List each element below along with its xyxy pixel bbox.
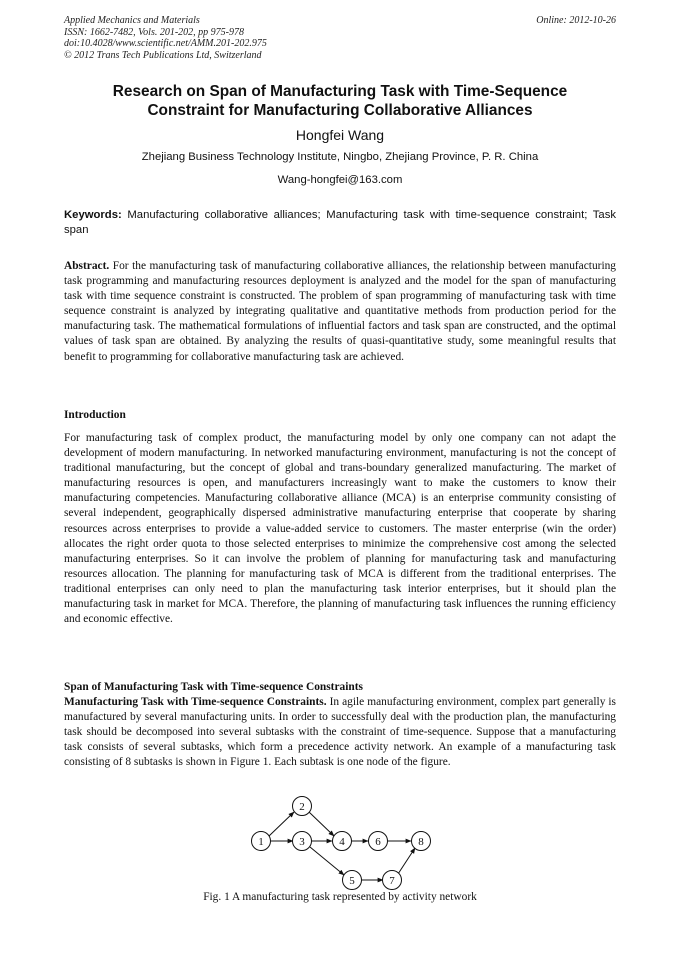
keywords-block <box>64 208 616 238</box>
span-section-text: In agile manufacturing environment, complex part generally is manufactured by several manufacturing units. In order to successfully deal with the production plan, the manufacturing task should be decomposed into several subtasks with the constraint of time-sequence. Suppose that a manufacturing task consists of several subtasks, which form a precedence activity network. An example of a manufacturing task consisting of 8 subtasks is shown in Figure 1. Each subtask is one node of the figure. <box>64 696 616 769</box>
issn-line: ISSN: 1662-7482, Vols. 201-202, pp 975-978 <box>64 26 244 38</box>
span-section-heading: Span of Manufacturing Task with Time-sequence Constraints <box>64 681 363 693</box>
title-line-1: Research on Span of Manufacturing Task with Time-Sequence <box>112 83 568 100</box>
abstract-text: For the manufacturing task of manufacturing collaborative alliances, the relationship between manufacturing task programming and manufacturing resources deployment is analyzed and the model for the span of manufacturing task with time sequence constraint is constructed. The problem of span programming of manufacturing task with time sequence constraint is analyzed by integrating qualitative and quantitative methods from production period for the manufacturing task. The mathematical formulations of influential factors and task span are constructed, and the optimal values of task span are obtained. By analyzing the results of quasi-quantitative study, some meaningful results that benefit to programming for collaborative manufacturing task are achieved. <box>64 260 616 363</box>
figure-caption: Fig. 1 A manufacturing task represented by activity network <box>203 891 477 903</box>
abstract-label: Abstract. <box>64 260 110 272</box>
doi-line: doi:10.4028/www.scientific.net/AMM.201-202.975 <box>64 38 267 49</box>
network-node-2 <box>293 797 312 816</box>
node-label-4: 4 <box>339 836 345 848</box>
node-label-3: 3 <box>299 836 305 848</box>
keywords-text: Manufacturing collaborative alliances; Manufacturing task with time-sequence constraint; Task span <box>64 209 616 236</box>
node-label-1: 1 <box>258 836 264 848</box>
network-node-7 <box>383 871 402 890</box>
author-name: Hongfei Wang <box>295 127 385 143</box>
author-email: Wang-hongfei@163.com <box>277 174 403 186</box>
paper-title <box>64 82 616 120</box>
network-node-6 <box>369 832 388 851</box>
network-node-5 <box>343 871 362 890</box>
node-label-2: 2 <box>299 801 305 813</box>
network-node-3 <box>293 832 312 851</box>
node-label-6: 6 <box>375 836 381 848</box>
abstract-block <box>64 259 616 365</box>
copyright-line: © 2012 Trans Tech Publications Ltd, Switzerland <box>64 49 262 61</box>
node-label-7: 7 <box>389 875 395 887</box>
activity-network-figure <box>240 795 440 895</box>
edge-3-5 <box>310 847 344 875</box>
network-node-1 <box>252 832 271 851</box>
online-date: Online: 2012-10-26 <box>536 15 616 26</box>
edge-2-4 <box>309 812 334 836</box>
journal-name: Applied Mechanics and Materials <box>64 15 200 26</box>
edge-1-2 <box>269 812 294 836</box>
node-label-5: 5 <box>349 875 355 887</box>
affiliation: Zhejiang Business Technology Institute, Ningbo, Zhejiang Province, P. R. China <box>141 151 539 163</box>
span-subheading: Manufacturing Task with Time-sequence Constraints. <box>64 696 327 708</box>
introduction-text: For manufacturing task of complex product, the manufacturing model by only one company can not adapt the development of modern manufacturing. In networked manufacturing environment, manufacturing is not the concept of traditional manufacturing, but the concept of global and trans-boundary generalized manufacturing. The market of manufacturing resources is open, and manufacturers increasingly want to make the customers to know their manufacturing competencies. Manufacturing collaborative alliance (MCA) is an enterprise community consisting of several independent, geographically dispersed administrative manufacturing enterprise that cooperate by sharing resources across enterprises to provide a value-added service to customers. The master enterprise (win the order) allocates the right order quota to those selected enterprises to minimize the comprehensive cost among the selected manufacturing enterprises. So it can involve the problem of planning for manufacturing task and manufacturing resources allocation. The planning for manufacturing task of MCA is different from the traditional enterprises. The traditional enterprises can only need to plan the manufacturing task interior enterprises, but it should plan the manufacturing task in market for MCA. Therefore, the planning of manufacturing task influences the running efficiency and economic effective. <box>64 432 616 626</box>
title-line-2: Constraint for Manufacturing Collaborative Alliances <box>147 102 533 119</box>
network-node-8 <box>412 832 431 851</box>
network-node-4 <box>333 832 352 851</box>
introduction-heading: Introduction <box>64 409 126 421</box>
edge-7-8 <box>398 848 415 874</box>
span-section-paragraph <box>64 695 616 770</box>
journal-header <box>64 15 616 61</box>
keywords-label: Keywords: <box>64 209 122 221</box>
node-label-8: 8 <box>418 836 424 848</box>
